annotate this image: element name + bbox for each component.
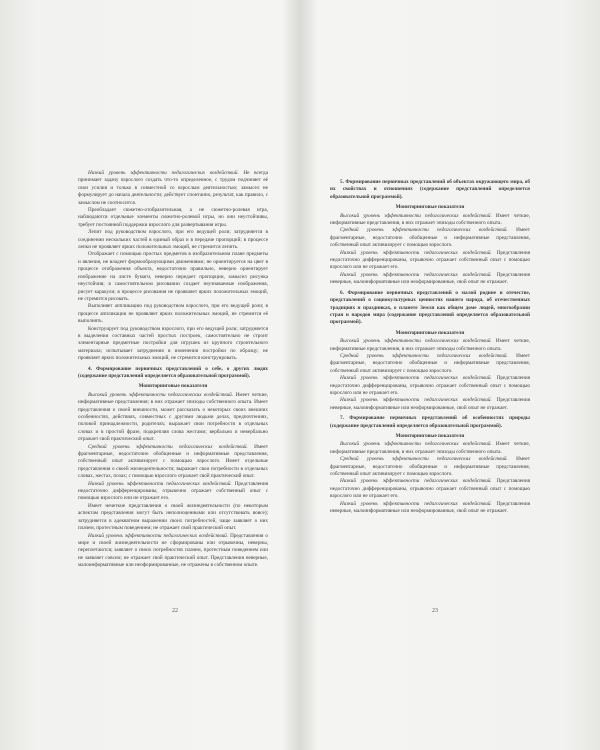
paragraph: [330, 456, 530, 478]
paragraph-text: Имеет четкие, информативные представления; в них отражает эпизоды собственного опыта. Имеет представления о своей внешности, может рассказать о некоторых своих внешних особенностях, действиях, совместных с другими людьми делах, предпочтениях, половой принадлежности, родителях; выражает свои потребности в отдельных словах и в простой фразе, подкрепляя слова жестами; вербально и невербально отражает свой практический опыт.: [78, 391, 268, 443]
level-label: Низкий уровень эффективности педагогических воздействий.: [88, 480, 232, 487]
level-label: Низкий уровень эффективности педагогических воздействий.: [340, 249, 492, 256]
paragraph: [330, 213, 530, 228]
paragraph-text: Имеет фрагментарные, недостаточно обобщенные и информативные представления, собственный опыт активизирует с помощью взрослого.: [330, 352, 530, 374]
section4-items: [78, 392, 268, 570]
paragraph-text: Преобладает сюжетно-отобразительная, а не сюжетно-ролевая игра, наблюдаются отдельные элементы сюжетно-ролевой игры, но они неустойчивы, требует постоянной поддержки взрослого для развертывания игры.: [78, 207, 268, 228]
right-page: [300, 0, 600, 750]
paragraph: [78, 207, 268, 229]
level-label: Низкий уровень эффективности педагогических воздействий.: [340, 375, 492, 382]
level-label: Средний уровень эффективности педагогических воздействий.: [340, 227, 508, 234]
section-heading: 5. Формирование первичных представлений об объектах окружающего мира, об их свойствах и отношениях (содержание представлений определяется образовательной программой).: [330, 179, 530, 200]
paragraph-text: Представления недостаточно дифференцированы, отрывочно отражает собственный опыт с помощью взрослого или не отражает его.: [330, 249, 530, 271]
paragraph-text: Имеет четкие, информативные представления, в них отражает эпизоды собственного опыта.: [330, 338, 530, 352]
paragraph-text: Отображает с помощью простых предметов в изобразительном плане предметы и явления, не владеет формообразующими движениями; не ориентируется на цвет в процессе отображения объекта, недостаточно правильно, неверно ориентирует изображение на листе бумаги, неверно передает пропорции, замысел рисунка неустойчив; в самостоятельном рисовании создает неузнаваемые изображения, рисует каракули; в процессе рисования не проявляет ярких положительных эмоций, не стремится рисовать.: [78, 251, 268, 302]
section-7: [330, 415, 530, 515]
section-heading: 4. Формирование первичных представлений о себе, о других людях (содержание представлений определяется образовательной программой).: [78, 365, 268, 379]
paragraph: [330, 441, 530, 456]
level-label: Средний уровень эффективности педагогических воздействий.: [88, 443, 248, 450]
paragraph: [330, 272, 530, 287]
paragraph-text: Имеет фрагментарные, недостаточно обобщенные и информативные представления, собственный опыт активизирует с помощью взрослого.: [330, 227, 530, 249]
paragraph-text: Не всегда принимает задачу взрослого создать что-то определенное, с трудом подчиняет её свои усилия и только в совместной со взрослым деятельностью; замысел не формулирует до начала деятельности; действует спонтанно, результат, как правило, с замыслом не соотносится.: [78, 170, 269, 206]
paragraph: [78, 170, 268, 207]
subheading: Мониторинговые показатели: [138, 383, 208, 390]
paragraph: [330, 397, 530, 412]
level-label: Высокий уровень эффективности педагогических воздействий.: [340, 338, 492, 345]
paragraph-text: Выполняет аппликацию под руководством взрослого, при его ведущей роли; в процессе аппликации не проявляет ярких положительных эмоций, не стремится её выполнять.: [78, 303, 268, 325]
paragraph: [330, 227, 530, 249]
paragraph: [330, 353, 530, 375]
left-page-text: [78, 170, 268, 570]
paragraph-text: Имеет нечеткие представления о своей жизнедеятельности (по некоторым аспектам представления могут быть неполноценными или отсутствовать вовсе); затрудняется в адекватном выражении своих потребностей, чаще заявляет о них плачем, протестным поведением; не отражает свой практический опыт.: [78, 502, 268, 532]
paragraph: [78, 303, 268, 325]
page-number: 23: [432, 608, 438, 614]
subheading: Мониторинговые показатели: [395, 433, 465, 439]
paragraph: [78, 481, 268, 503]
paragraph-text: Имеет фрагментарные, недостаточно обобщенные и информативные представления, собственный опыт активизирует с помощью взрослого. Имеет отдельные представления о своей жизнедеятельности; выражает свои потребности в отдельных словах, жестах, позах; с помощью взрослого отражает свой практический опыт.: [78, 443, 268, 480]
level-label: Высокий уровень эффективности педагогических воздействий.: [340, 441, 492, 448]
paragraph: [330, 478, 530, 500]
level-label: Средний уровень эффективности педагогических воздействий.: [340, 456, 508, 463]
level-label: Низкий уровень эффективности педагогических воздействий.: [88, 170, 239, 176]
paragraph: [78, 444, 268, 481]
level-label: Низкий уровень эффективности педагогических воздействий.: [340, 397, 492, 404]
paragraph-text: Представления о мире и своей жизнедеятельности не сформированы или отрывочны, неверны, переплетаются; заявляет о своих потребностях плачем, протестным поведением или не заявляет совсем; не отражает свой практический опыт. Представления неверные, малоинформативные или неоформированные, не отражены в собственном опыте.: [78, 532, 269, 569]
paragraph-text: Представления неверные, малоинформативные или неоформированные, свой опыт не отражает.: [330, 271, 530, 286]
paragraph-text: Представления недостаточно дифференцированы, отрывочно отражает собственный опыт с помощью взрослого или не отражает его.: [330, 478, 530, 500]
page-number: 22: [172, 608, 178, 614]
paragraph-text: Лепит под руководством взрослого, при его ведущей роли; затрудняется в соединении нескольких частей в единый образ и в передаче пропорций; в процессе лепки не проявляет ярких положительных эмоций, не стремится лепить.: [78, 229, 268, 251]
level-label: Низкий уровень эффективности педагогических воздействий.: [340, 271, 492, 278]
paragraph-text: Представления недостаточно дифференцированы, отрывочно отражает собственный опыт с помощью взрослого или не отражает его.: [78, 480, 268, 502]
level-label: Средний уровень эффективности педагогических воздействий.: [340, 352, 508, 359]
paragraph: [330, 250, 530, 272]
paragraph: [78, 503, 268, 533]
intro-section: [78, 170, 268, 363]
level-label: Низкий уровень эффективности педагогических воздействий.: [340, 500, 492, 507]
paragraph: [330, 375, 530, 397]
paragraph: [330, 338, 530, 353]
paragraph-text: Конструирует под руководством взрослого, при его ведущей роли; затрудняется в выделении составных частей простых построек, самостоятельно не строит элементарные предметные постройки для игрушек из крупного строительного материала; испытывает затруднения в изменении постройки по образцу; не проявляет ярких положительных эмоций, не стремится конструировать.: [78, 325, 268, 362]
level-label: Низкий уровень эффективности педагогических воздействий.: [88, 532, 229, 539]
right-page-text: [330, 176, 530, 515]
paragraph-text: Имеет четкие, информативные представления, в них отражает эпизоды собственного опыта.: [330, 441, 530, 455]
paragraph: [78, 392, 268, 444]
paragraph-text: Представления неверные, малоинформативные или неоформированные, свой опыт не отражает.: [330, 397, 530, 411]
subheading: Мониторинговые показатели: [395, 329, 465, 336]
level-label: Низкий уровень эффективности педагогических воздействий.: [340, 478, 492, 485]
level-label: Высокий уровень эффективности педагогических воздействий.: [340, 212, 492, 219]
subheading: Мониторинговые показатели: [395, 204, 465, 211]
paragraph-text: Представления неверные, малоинформативные или неоформированные, свой опыт не отражает.: [330, 500, 530, 515]
paragraph: [78, 229, 268, 251]
level-label: Высокий уровень эффективности педагогических воздействий.: [88, 391, 234, 398]
paragraph-text: Представления недостаточно дифференцированы, отрывочно отражает собственный опыт с помощью взрослого или не отражает его.: [330, 375, 530, 396]
paragraph-text: Имеет четкие, информативные представления, в них отражает эпизоды собственного опыта.: [330, 212, 530, 227]
paragraph: [78, 533, 268, 570]
section-heading: 7. Формирование первичных представлений об особенностях природы (содержание представлений определяется образовательной программой).: [330, 415, 530, 429]
section-5: [330, 179, 530, 287]
paragraph: [330, 501, 530, 516]
paragraph-text: Имеет фрагментарные, недостаточно обобщенные и информативные представления, собственный опыт активизирует с помощью взрослого.: [330, 456, 530, 478]
paragraph: [78, 326, 268, 363]
section-6: [330, 290, 530, 413]
paragraph: [78, 251, 268, 303]
section-heading: 6. Формирование первичных представлений о малой родине и отечестве, представлений о социокультурных ценностях нашего народа, об отечественных традициях и праздниках, о планете Земля как общем доме людей, многообразии стран и народов мира (содержание представлений определяется образовательной программой).: [330, 289, 530, 326]
